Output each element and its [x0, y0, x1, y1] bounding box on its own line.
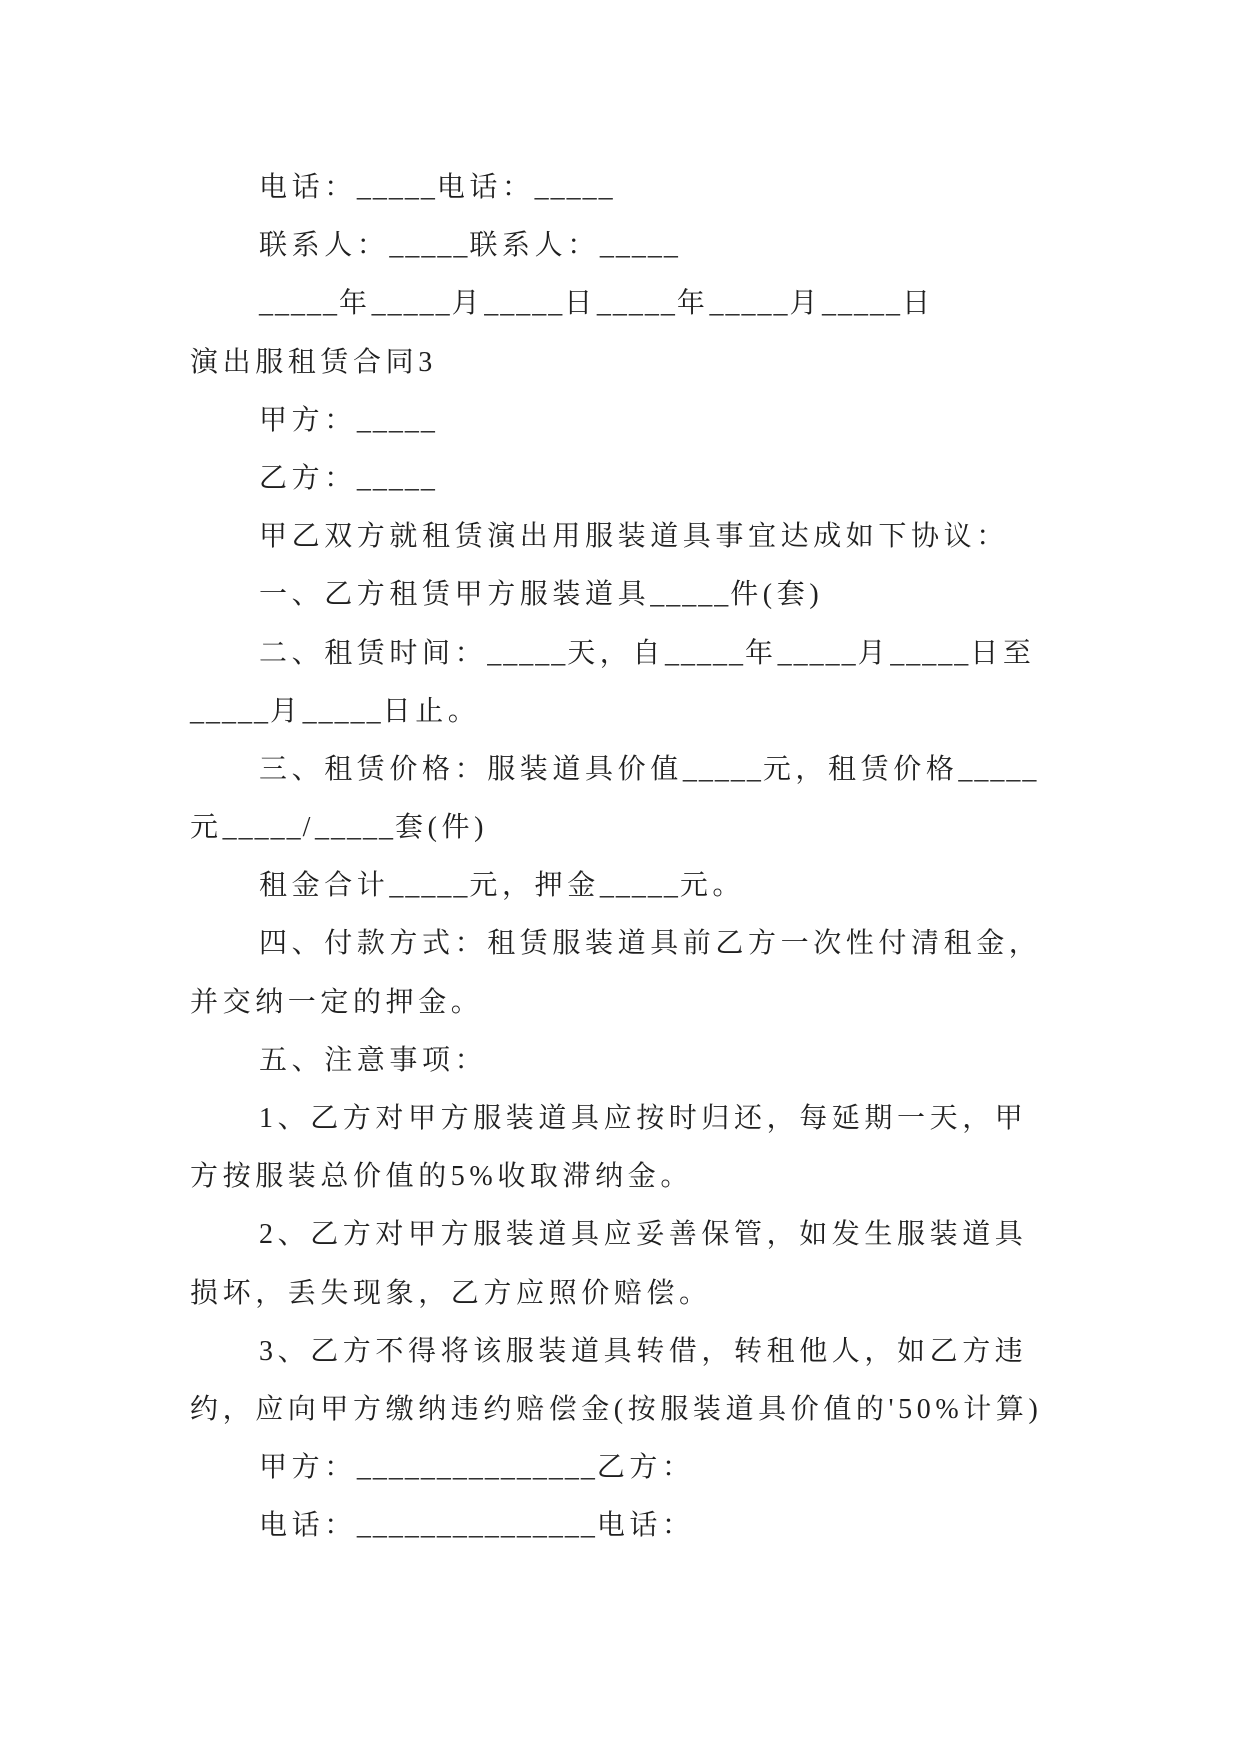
blank-field: _____: [356, 172, 437, 203]
blank-field: _____: [389, 230, 470, 262]
bottom-phone-line: 电话：_______________电话：: [259, 1510, 695, 1542]
blank-field: _____: [709, 288, 790, 320]
intro-paragraph: 甲乙双方就租赁演出用服装道具事宜达成如下协议：: [259, 521, 1009, 553]
blank-field: _____: [222, 812, 303, 844]
blank-field: _______________: [356, 1510, 597, 1542]
blank-field: _____: [302, 695, 383, 727]
bottom-party-line: 甲方：_______________乙方：: [259, 1452, 695, 1484]
clause-4-line-1: 四、付款方式：租赁服装道具前乙方一次性付清租金，: [259, 928, 1042, 960]
note-2-line-1: 2、乙方对甲方服装道具应妥善保管，如发生服装道具: [259, 1219, 1028, 1251]
note-1-line-1: 1、乙方对甲方服装道具应按时归还，每延期一天，甲: [259, 1103, 1028, 1134]
blank-field: _____: [484, 288, 565, 320]
clause-2-line-1: 二、租赁时间：_____天，自_____年_____月_____日至: [259, 637, 1036, 669]
clause-3-line-2: 元_____/_____套(件): [190, 812, 489, 844]
blank-field: _______________: [356, 1452, 597, 1484]
note-2-line-2: 损坏，丢失现象，乙方应照价赔偿。: [190, 1277, 712, 1309]
blank-field: _____: [371, 288, 452, 320]
blank-field: _____: [958, 753, 1039, 785]
blank-field: _____: [682, 753, 763, 785]
blank-field: _____: [822, 288, 903, 320]
blank-field: _____: [389, 870, 470, 902]
blank-field: _____: [315, 812, 395, 844]
blank-field: _____: [356, 404, 437, 436]
blank-field: _____: [356, 462, 437, 494]
clause-5-heading: 五、注意事项：: [259, 1044, 488, 1076]
party-a-line: 甲方：_____: [259, 404, 437, 436]
top-date-line: _____年_____月_____日_____年_____月_____日: [259, 288, 935, 320]
note-1-line-2: 方按服装总价值的5%收取滞纳金。: [190, 1161, 693, 1193]
blank-field: _____: [190, 695, 270, 727]
clause-1-line-1: 一、乙方租赁甲方服装道具_____件(套): [259, 579, 824, 611]
blank-field: _____: [259, 288, 339, 320]
blank-field: _____: [665, 637, 746, 669]
blank-field: _____: [599, 230, 680, 262]
party-b-line: 乙方：_____: [259, 462, 437, 494]
blank-field: _____: [487, 637, 568, 669]
note-3-line-2: 约，应向甲方缴纳违约赔偿金(按服装道具价值的'50%计算): [190, 1393, 1043, 1425]
blank-field: _____: [534, 172, 615, 203]
contract-title: 演出服租赁合同3: [190, 346, 437, 378]
document-body: [190, 159, 1090, 1556]
blank-field: _____: [890, 637, 971, 669]
clause-4-line-2: 并交纳一定的押金。: [190, 986, 484, 1018]
blank-field: _____: [777, 637, 858, 669]
top-phone-line: 电话：_____电话：_____: [259, 172, 615, 203]
blank-field: _____: [599, 870, 680, 902]
rent-total-line: 租金合计_____元，押金_____元。: [259, 870, 746, 902]
clause-3-line-1: 三、租赁价格：服装道具价值_____元，租赁价格_____: [259, 753, 1039, 785]
note-3-line-1: 3、乙方不得将该服装道具转借，转租他人，如乙方违: [259, 1335, 1028, 1367]
top-contact-line: 联系人：_____联系人：_____: [259, 230, 680, 262]
blank-field: _____: [650, 579, 731, 611]
clause-2-line-2: _____月_____日止。: [190, 695, 481, 727]
blank-field: _____: [596, 288, 677, 320]
